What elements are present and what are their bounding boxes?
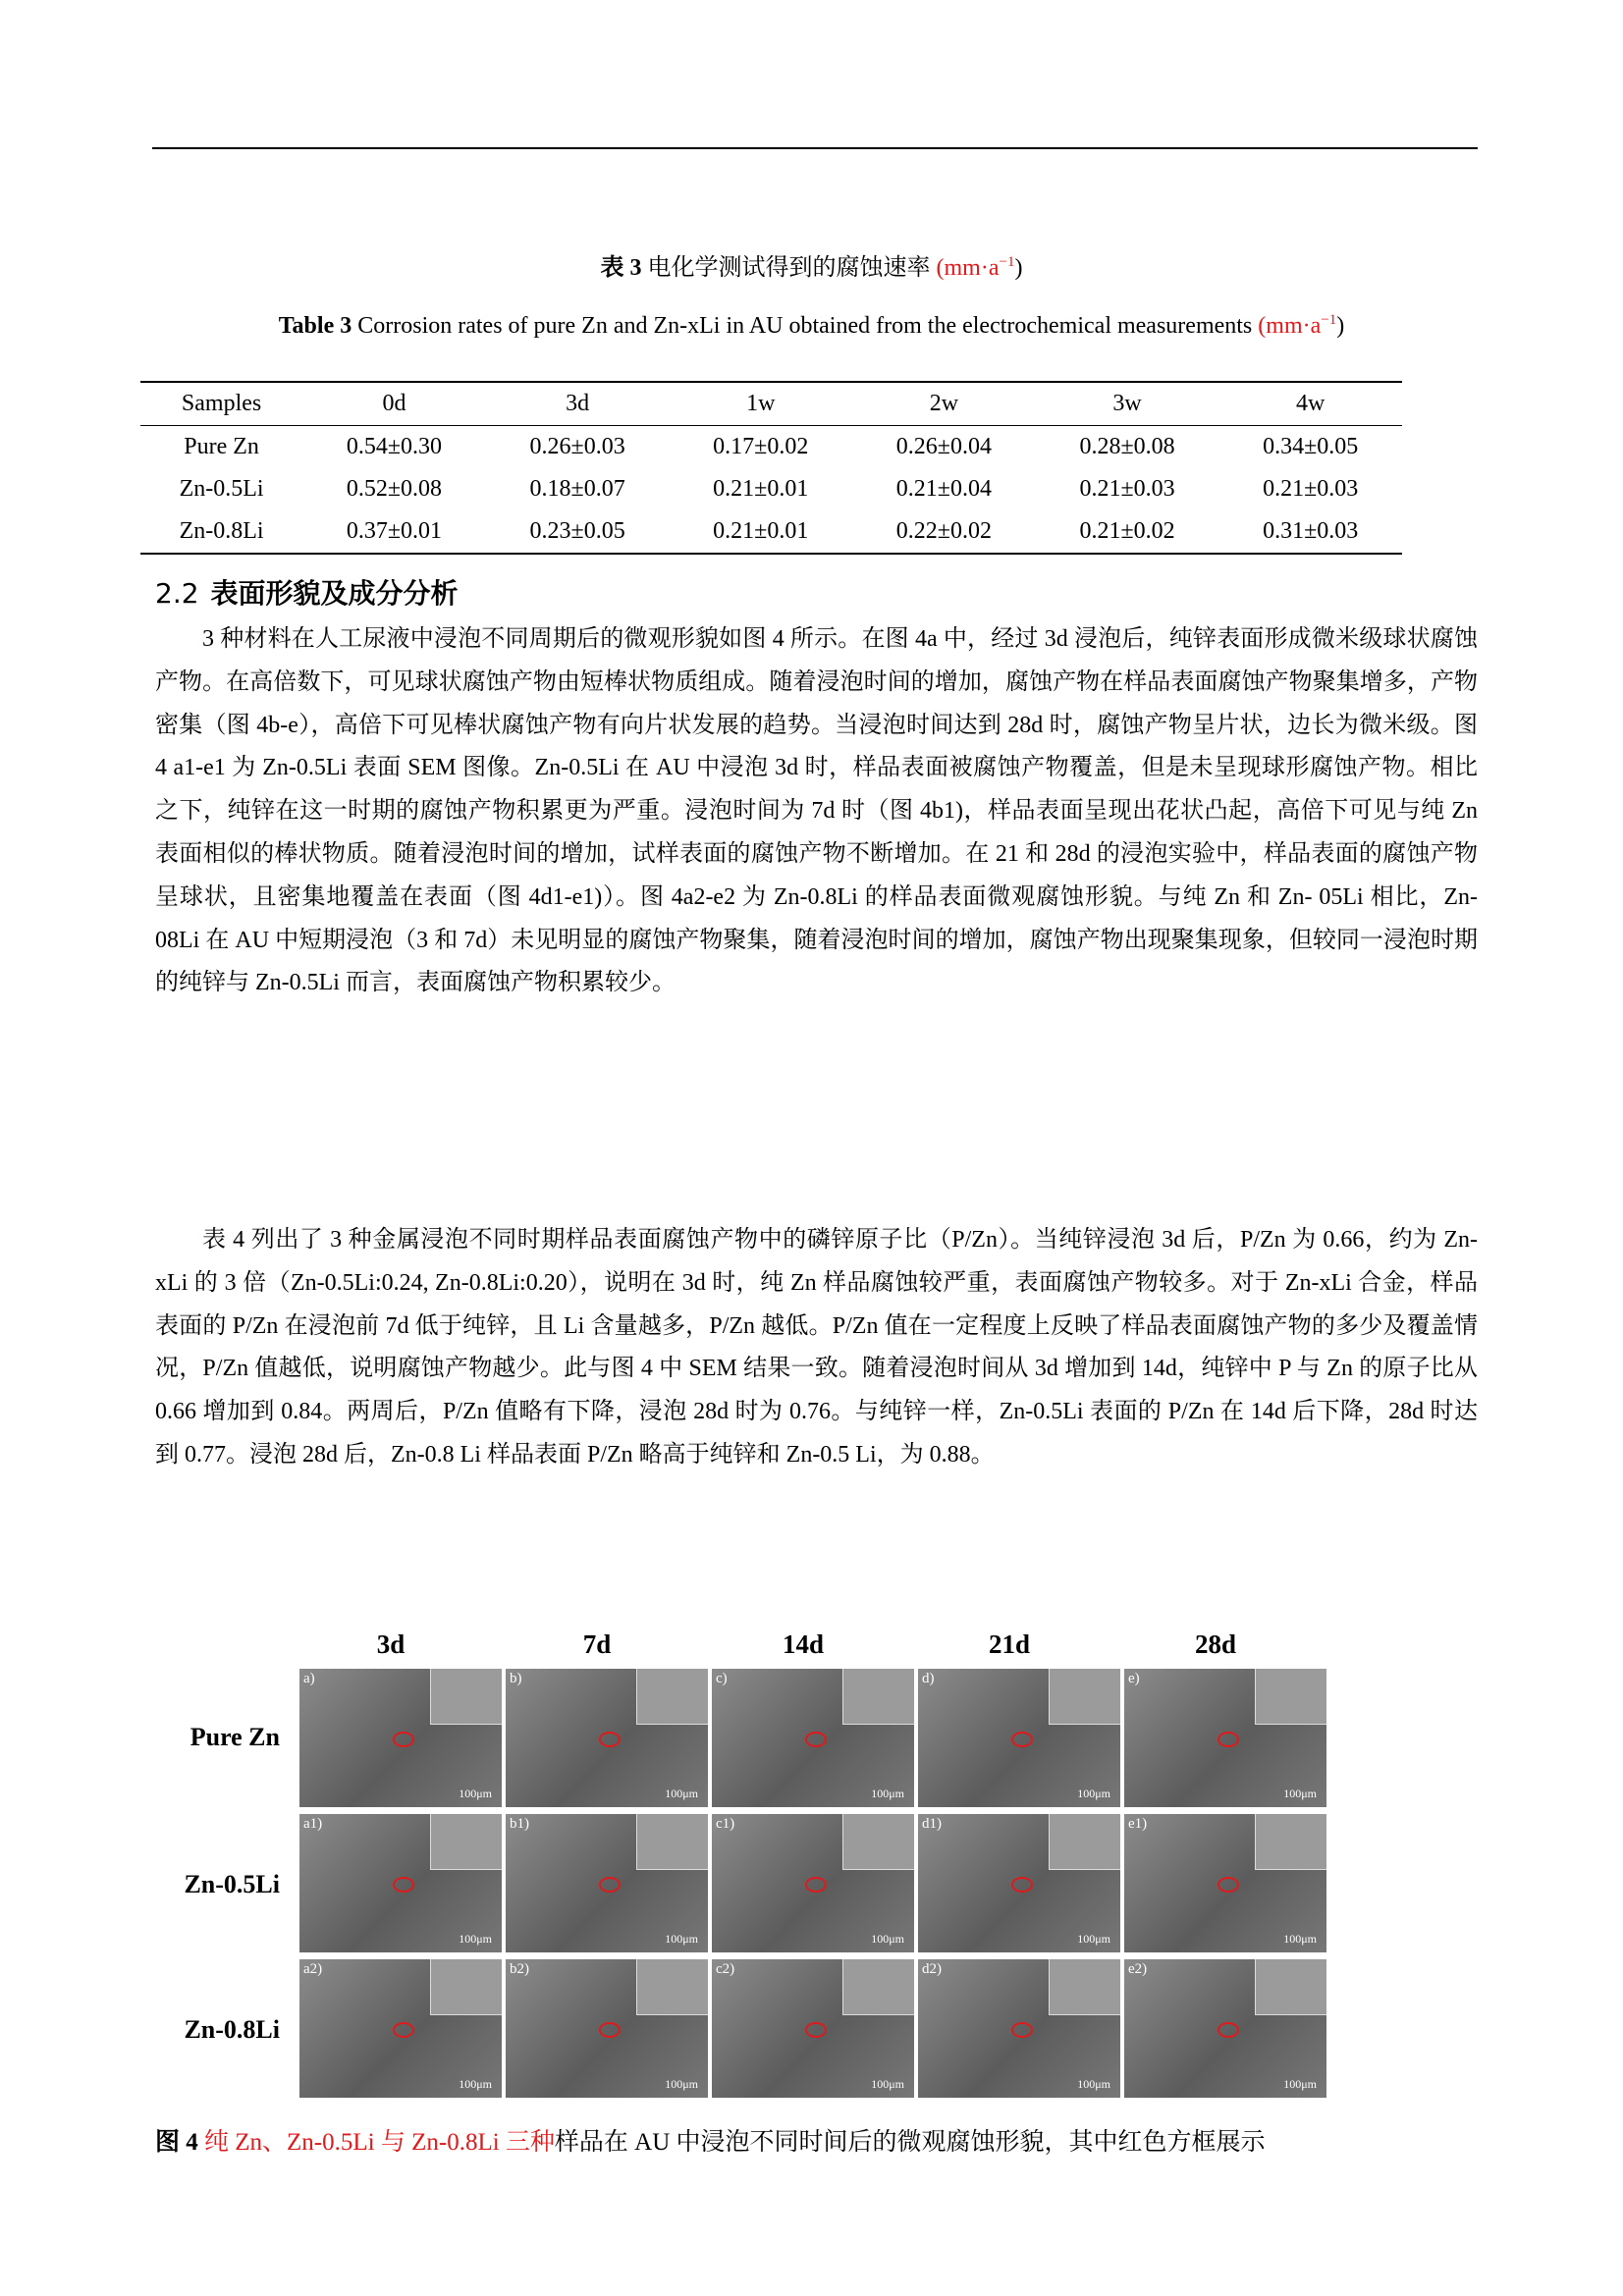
table-cell: 0.21±0.04 (895, 476, 992, 502)
sem-image: b2) 100μm (506, 1959, 708, 2098)
table-cell: Zn-0.8Li (140, 510, 302, 554)
table-row (140, 426, 1402, 469)
corrosion-rate-table (140, 381, 1402, 555)
table-cell: 0.37±0.01 (302, 510, 486, 554)
sem-image: d) 100μm (918, 1669, 1120, 1807)
sem-image: b1) 100μm (506, 1814, 708, 1952)
sem-image: a2) 100μm (299, 1959, 502, 2098)
body-paragraph: 3 种材料在人工尿液中浸泡不同周期后的微观形貌如图 4 所示。在图 4a 中，经过 3d 浸泡后，纯锌表面形成微米级球状腐蚀产物。在高倍数下，可见球状腐蚀产物由短棒状物质组成。随着浸泡时间的增加，腐蚀产物在样品表面腐蚀产物聚集增多，产物密集（图 4b-e），高倍下可见棒状腐蚀产物有向片状发展的趋势。当浸泡时间达到 28d 时，腐蚀产物呈片状，边长为微米级。图 4 a1-e1 为 Zn-0.5Li 表面 SEM 图像。Zn-0.5Li 在 AU 中浸泡 3d 时，样品表面被腐蚀产物覆盖，但是未呈现球形腐蚀产物。相比之下，纯锌在这一时期的腐蚀产物积累更为严重。浸泡时间为 7d 时（图 4b1)，样品表面呈现出花状凸起，高倍下可见与纯 Zn 表面相似的棒状物质。随着浸泡时间的增加，试样表面的腐蚀产物不断增加。在 21 和 28d 的浸泡实验中，样品表面的腐蚀产物呈球状，且密集地覆盖在表面（图 4d1-e1)）。图 4a2-e2 为 Zn-0.8Li 的样品表面微观腐蚀形貌。与纯 Zn 和 Zn- 05Li 相比，Zn- 08Li 在 AU 中短期浸泡（3 和 7d）未见明显的腐蚀产物聚集，随着浸泡时间的增加，腐蚀产物出现聚集现象，但较同一浸泡时期的纯锌与 Zn-0.5Li 而言，表面腐蚀产物积累较少。 (155, 626, 1478, 996)
column-label: 3d (376, 1629, 406, 1659)
sem-image: b) 100μm (506, 1669, 708, 1807)
row-label: Zn-0.8Li (184, 2015, 280, 2044)
table-cell: 0.21±0.01 (713, 476, 809, 502)
row-label: Pure Zn (189, 1723, 280, 1751)
table3-caption-en: Table 3 Corrosion rates of pure Zn and Zn-xLi in AU obtained from the electrochemical measurements $(mm\cdot a^{-1})$ (278, 312, 1345, 339)
sem-image: c) 100μm (712, 1669, 914, 1807)
table-cell: 0.23±0.05 (486, 510, 670, 554)
table-header: 1w (669, 382, 852, 426)
table-header: 3d (486, 382, 670, 426)
table-cell: 0.21±0.03 (1079, 476, 1175, 502)
table-row (140, 468, 1402, 510)
table-cell: 0.26±0.04 (895, 434, 992, 459)
table-cell: Zn-0.5Li (179, 476, 264, 502)
table-cell: 0.31±0.03 (1218, 510, 1402, 554)
table-cell: 0.18±0.07 (529, 476, 625, 502)
column-label: 21d (988, 1629, 1031, 1659)
row-label: Zn-0.5Li (184, 1870, 280, 1898)
table-header: 2w (852, 382, 1036, 426)
sem-image: e1) 100μm (1124, 1814, 1326, 1952)
table-header: 4w (1218, 382, 1402, 426)
table-cell: 0.21±0.01 (669, 510, 852, 554)
sem-image: e) 100μm (1124, 1669, 1326, 1807)
sem-image: c1) 100μm (712, 1814, 914, 1952)
body-paragraph: 表 4 列出了 3 种金属浸泡不同时期样品表面腐蚀产物中的磷锌原子比（P/Zn）。当纯锌浸泡 3d 后，P/Zn 为 0.66，约为 Zn- xLi 的 3 倍（Zn-0.5Li:0.24, Zn-0.8Li:0.20），说明在 3d 时，纯 Zn 样品腐蚀较严重，表面腐蚀产物较多。对于 Zn-xLi 合金，样品表面的 P/Zn 在浸泡前 7d 低于纯锌，且 Li 含量越多，P/Zn 越低。P/Zn 值在一定程度上反映了样品表面腐蚀产物的多少及覆盖情况，P/Zn 值越低，说明腐蚀产物越少。此与图 4 中 SEM 结果一致。随着浸泡时间从 3d 增加到 14d，纯锌中 P 与 Zn 的原子比从 0.66 增加到 0.84。两周后，P/Zn 值略有下降，浸泡 28d 时为 0.76。与纯锌一样，Zn-0.5Li 表面的 P/Zn 在 14d 后下降，28d 时达到 0.77。浸泡 28d 后，Zn-0.8 Li 样品表面 P/Zn 略高于纯锌和 Zn-0.5 Li，为 0.88。 (155, 1227, 1478, 1468)
table-header: 0d (302, 382, 486, 426)
table-row (140, 510, 1402, 554)
table-cell: 0.52±0.08 (346, 476, 443, 502)
table-cell: 0.22±0.02 (852, 510, 1036, 554)
header-rule (152, 147, 1478, 149)
sem-image: d2) 100μm (918, 1959, 1120, 2098)
figure4-caption: 图 4 纯 Zn、Zn-0.5Li 与 Zn-0.8Li 三种样品在 AU 中浸泡不同时间后的微观腐蚀形貌，其中红色方框展示 (155, 2129, 1266, 2156)
sem-image: c2) 100μm (712, 1959, 914, 2098)
table-header: Samples (140, 382, 302, 426)
table-cell: Pure Zn (184, 434, 259, 459)
table-cell: 0.28±0.08 (1079, 434, 1175, 459)
table-cell: 0.21±0.03 (1263, 476, 1359, 502)
sem-image: a) 100μm (299, 1669, 502, 1807)
column-label: 14d (782, 1629, 825, 1659)
table-cell: 0.21±0.02 (1036, 510, 1219, 554)
table-cell: 0.26±0.03 (529, 434, 625, 459)
column-label: 7d (582, 1629, 612, 1659)
table-cell: 0.34±0.05 (1263, 434, 1359, 459)
section-heading: 2.2 表面形貌及成分分析 (155, 577, 459, 610)
table3-caption-cn: 表 3 电化学测试得到的腐蚀速率 $(mm\cdot a^{-1})$ (600, 254, 1023, 281)
table-header: 3w (1036, 382, 1219, 426)
column-label: 28d (1194, 1629, 1237, 1659)
table-cell: 0.17±0.02 (713, 434, 809, 459)
sem-image: d1) 100μm (918, 1814, 1120, 1952)
table-cell: 0.54±0.30 (346, 434, 443, 459)
sem-image: e2) 100μm (1124, 1959, 1326, 2098)
sem-image: a1) 100μm (299, 1814, 502, 1952)
